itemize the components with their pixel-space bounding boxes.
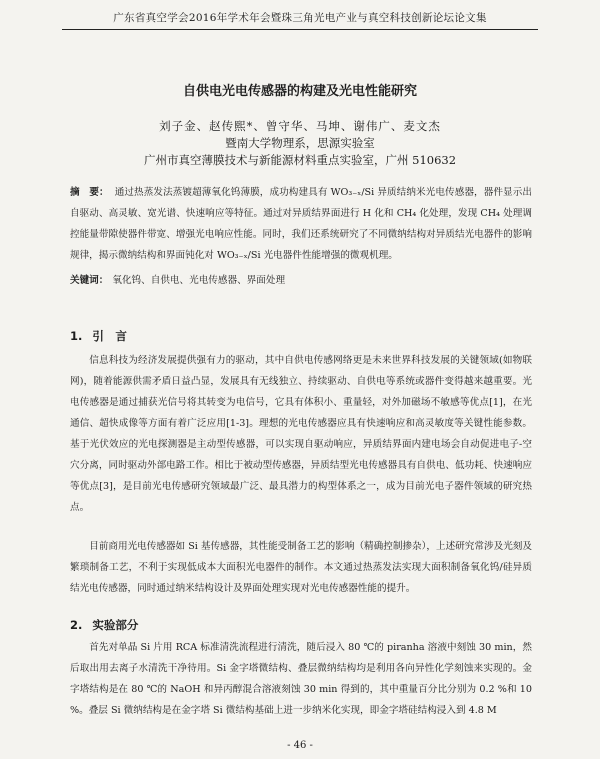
experimental-paragraph-1: 首先对单晶 Si 片用 RCA 标准清洗流程进行清洗，随后浸入 80 ℃的 piranha 溶液中刻蚀 30 min，然后取出用去离子水清洗干净待用。Si 金字塔微结构、叠层微纳结构均是利用各向异性化学刻蚀来实现的。金字塔结构是在 80 ℃的 NaOH 和异丙醇混合溶液刻蚀 30 min 得到的，其中重量百分比分别为 0.2 %和 10 %。叠层 Si 微纳结构是在金字塔 Si 微结构基础上进一步纳米化实现，即金字塔硅结构浸入到 4.8 M — [70, 642, 532, 716]
author-list: 刘子金、赵传熙*、曾守华、马坤、谢伟广、麦文杰 — [159, 119, 441, 133]
section-title: 实验部分 — [92, 618, 139, 632]
section-heading-experimental — [70, 617, 138, 633]
section-number: 2. — [70, 618, 83, 632]
intro-paragraph-2: 目前商用光电传感器如 Si 基传感器，其性能受制备工艺的影响（精确控制掺杂），上述研究常涉及光刻及繁琐制备工艺，不利于实现低成本大面积光电器件的制作。本文通过热蒸发法实现大面积制备氧化钨/硅异质结光电传感器，同时通过纳米结构设计及界面处理实现对光电传感器性能的提升。 — [70, 541, 532, 594]
section-title: 引 言 — [92, 329, 127, 343]
keywords-text: 氧化钨、自供电、光电传感器、界面处理 — [112, 275, 286, 286]
affiliation-1: 暨南大学物理系，思源实验室 — [225, 136, 375, 150]
abstract-text: 通过热蒸发法蒸镀超薄氧化钨薄膜，成功构建具有 WO₃₋ₓ/Si 异质结纳米光电传感器，器件显示出自驱动、高灵敏、宽光谱、快速响应等特征。通过对异质结界面进行 H 化和 CH₄ 化处理，发现 CH₄ 处理调控能量带隙使器件带宽、增强光电响应性能。同时，我们还系统研究了不同微纳结构对异质结光电器件的影响规律，揭示微纳结构和界面钝化对 WO₃₋ₓ/Si 光电器件性能增强的微观机理。 — [70, 187, 532, 261]
page-number: - 46 - — [287, 740, 313, 751]
running-head: 广东省真空学会2016年学术年会暨珠三角光电产业与真空科技创新论坛论文集 — [62, 10, 538, 30]
paper-title: 自供电光电传感器的构建及光电性能研究 — [182, 84, 417, 99]
affiliation-2: 广州市真空薄膜技术与新能源材料重点实验室，广州 510632 — [143, 153, 457, 167]
section-heading-introduction — [70, 328, 127, 344]
abstract — [70, 182, 532, 266]
section-number: 1. — [70, 329, 83, 343]
intro-paragraph-1: 信息科技为经济发展提供强有力的驱动，其中自供电传感网络更是未来世界科技发展的关键领域(如物联网)，随着能源供需矛盾日益凸显，发展具有无线独立、持续驱动、自供电等系统或器件变得越来越重要。光电传感器是通过捕获光信号将其转变为电信号，它具有体积小、重量轻，对外加磁场不敏感等优点[1]，在光通信、超快成像等方面有着广泛应用[1-3]。理想的光电传感器应具有快速响应和高灵敏度等关键性能参数。基于光伏效应的光电探测器是主动型传感器，可以实现自驱动响应，异质结界面内建电场会自动促进电子-空穴分离，同时驱动外部电路工作。相比于被动型传感器，异质结型光电传感器具有自供电、低功耗、快速响应等优点[3]，是目前光电传感研究领域最广泛、最具潜力的构型体系之一，成为目前光电子器件领域的研究热点。 — [70, 355, 532, 513]
keywords — [70, 272, 532, 286]
keywords-label: 关键词： — [70, 275, 109, 286]
abstract-label: 摘 要： — [70, 187, 109, 198]
